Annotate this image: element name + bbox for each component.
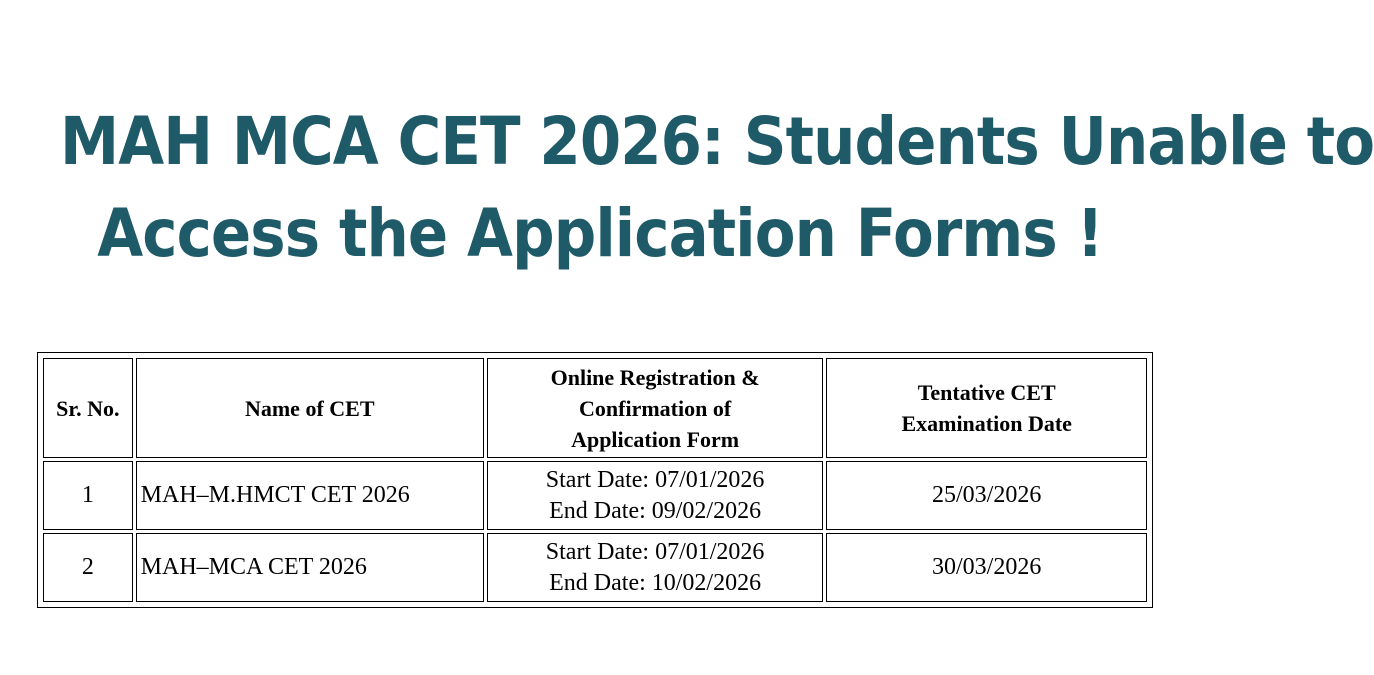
header-sr-no: Sr. No. bbox=[43, 358, 133, 458]
header-registration-line-2: Confirmation of bbox=[579, 395, 732, 421]
cell-cet-name: MAH–MCA CET 2026 bbox=[136, 533, 484, 602]
end-date: End Date: 09/02/2026 bbox=[549, 497, 762, 524]
header-online-registration bbox=[487, 358, 824, 458]
header-name-of-cet: Name of CET bbox=[136, 358, 484, 458]
header-exam-line-2: Examination Date bbox=[901, 411, 1072, 436]
cell-sr-no: 1 bbox=[43, 461, 133, 530]
header-exam-date bbox=[826, 358, 1147, 458]
headline bbox=[0, 96, 1374, 280]
header-exam-line-1: Tentative CET bbox=[917, 380, 1056, 405]
header-registration-line-1: Online Registration & bbox=[550, 364, 760, 390]
start-date: Start Date: 07/01/2026 bbox=[545, 538, 765, 565]
cell-registration-dates bbox=[487, 461, 824, 530]
cet-schedule-table bbox=[37, 352, 1153, 608]
end-date: End Date: 10/02/2026 bbox=[549, 569, 762, 596]
cell-cet-name: MAH–M.HMCT CET 2026 bbox=[136, 461, 484, 530]
table-header-row bbox=[43, 358, 1147, 458]
start-date: Start Date: 07/01/2026 bbox=[545, 466, 765, 493]
header-registration-line-3: Application Form bbox=[571, 426, 740, 452]
headline-line-2: Access the Application Forms ! bbox=[97, 195, 1103, 272]
cell-sr-no: 2 bbox=[43, 533, 133, 602]
cell-exam-date: 30/03/2026 bbox=[826, 533, 1147, 602]
table-row bbox=[43, 461, 1147, 530]
schedule-table bbox=[40, 355, 1150, 605]
cell-registration-dates bbox=[487, 533, 824, 602]
cell-exam-date: 25/03/2026 bbox=[826, 461, 1147, 530]
headline-line-1: MAH MCA CET 2026: Students Unable to bbox=[60, 103, 1374, 180]
table-row bbox=[43, 533, 1147, 602]
